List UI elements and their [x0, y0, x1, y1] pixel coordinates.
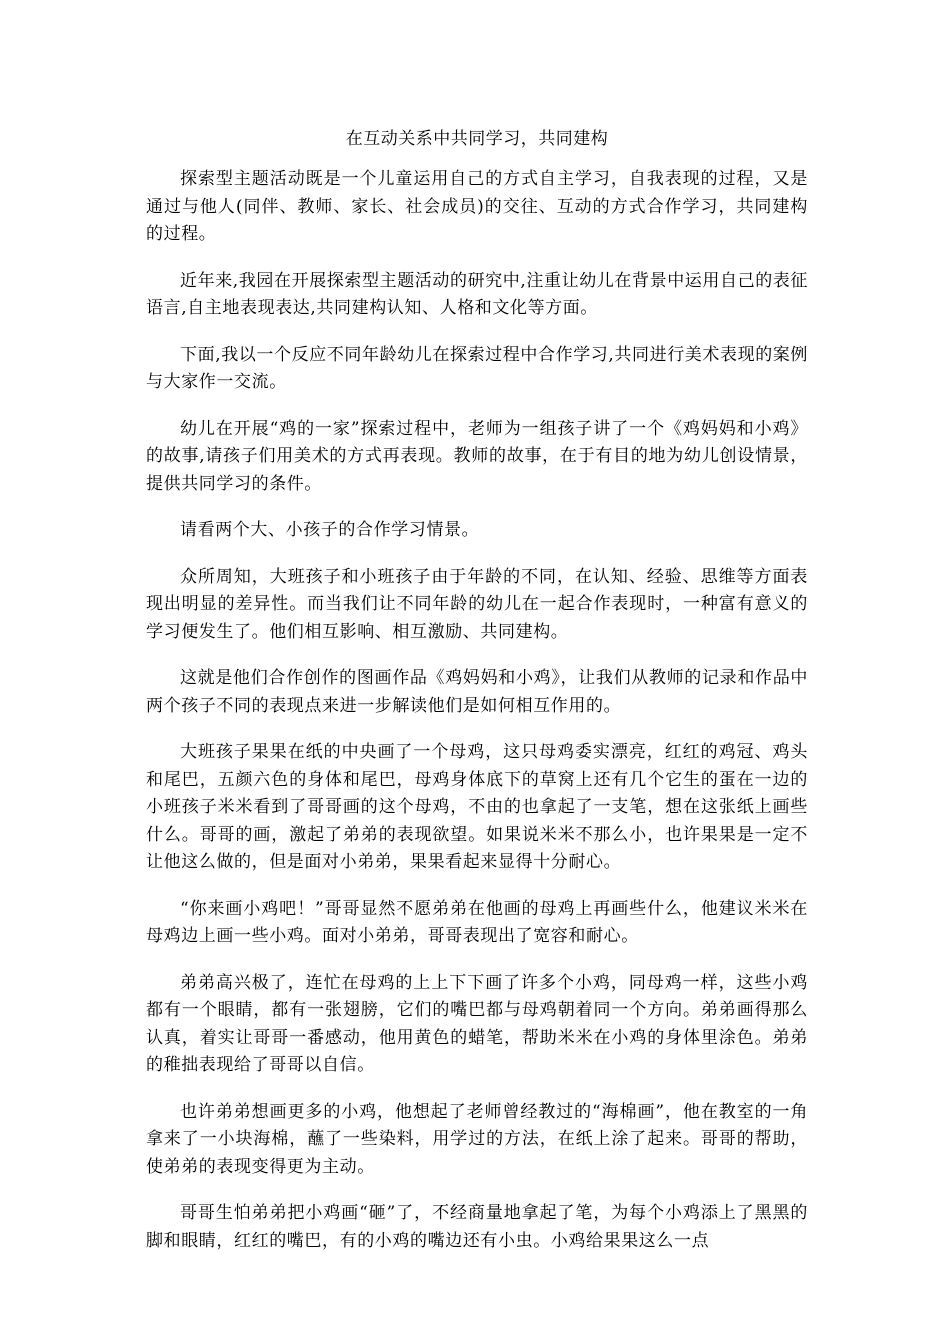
- paragraph-4: 幼儿在开展“鸡的一家”探索过程中，老师为一组孩子讲了一个《鸡妈妈和小鸡》的故事,请孩子们用美术的方式再表现。教师的故事，在于有目的地为幼儿创设情景，提供共同学习的条件。: [146, 418, 808, 494]
- document-title: 在互动关系中共同学习，共同建构: [345, 129, 609, 149]
- paragraph-12: 哥哥生怕弟弟把小鸡画“砸”了，不经商量地拿起了笔，为每个小鸡添上了黑黑的脚和眼睛，红红的嘴巴，有的小鸡的嘴边还有小虫。小鸡给果果这么一点: [146, 1203, 808, 1251]
- paragraph-6: 众所周知，大班孩子和小班孩子由于年龄的不同，在认知、经验、思维等方面表现出明显的差异性。而当我们让不同年龄的幼儿在一起合作表现时，一种富有意义的学习便发生了。他们相互影响、相互激励、共同建构。: [146, 566, 808, 642]
- paragraph-11: 也许弟弟想画更多的小鸡，他想起了老师曾经教过的“海棉画”，他在教室的一角拿来了一小块海棉，蘸了一些染料，用学过的方法，在纸上涂了起来。哥哥的帮助，使弟弟的表现变得更为主动。: [146, 1101, 808, 1177]
- paragraph-2: 近年来,我园在开展探索型主题活动的研究中,注重让幼儿在背景中运用自己的表征语言,自主地表现表达,共同建构认知、人格和文化等方面。: [146, 270, 809, 318]
- paragraph-10: 弟弟高兴极了，连忙在母鸡的上上下下画了许多个小鸡，同母鸡一样，这些小鸡都有一个眼睛，都有一张翅膀，它们的嘴巴都与母鸡朝着同一个方向。弟弟画得那么认真，着实让哥哥一番感动，他用黄色的蜡笔，帮助米米在小鸡的身体里涂色。弟弟的稚拙表现给了哥哥以自信。: [146, 972, 808, 1075]
- paragraph-9: “你来画小鸡吧！”哥哥显然不愿弟弟在他画的母鸡上再画些什么，他建议米米在母鸡边上画一些小鸡。面对小弟弟，哥哥表现出了宽容和耐心。: [146, 898, 808, 946]
- paragraph-7: 这就是他们合作创作的图画作品《鸡妈妈和小鸡》，让我们从教师的记录和作品中两个孩子不同的表现点来进一步解读他们是如何相互作用的。: [146, 668, 808, 716]
- paragraph-5: 请看两个大、小孩子的合作学习情景。: [180, 520, 480, 540]
- paragraph-1: 探索型主题活动既是一个儿童运用自己的方式自主学习，自我表现的过程，又是通过与他人(同伴、教师、家长、社会成员)的交往、互动的方式合作学习，共同建构的过程。: [146, 169, 808, 244]
- paragraph-3: 下面,我以一个反应不同年龄幼儿在探索过程中合作学习,共同进行美术表现的案例与大家作一交流。: [146, 344, 809, 392]
- document-page: [146, 128, 808, 1274]
- paragraph-8: 大班孩子果果在纸的中央画了一个母鸡，这只母鸡委实漂亮，红红的鸡冠、鸡头和尾巴，五颜六色的身体和尾巴，母鸡身体底下的草窝上还有几个它生的蛋在一边的小班孩子米米看到了哥哥画的这个母鸡，不由的也拿起了一支笔，想在这张纸上画些什么。哥哥的画，激起了弟弟的表现欲望。如果说米米不那么小，也许果果是一定不让他这么做的，但是面对小弟弟，果果看起来显得十分耐心。: [146, 742, 808, 872]
